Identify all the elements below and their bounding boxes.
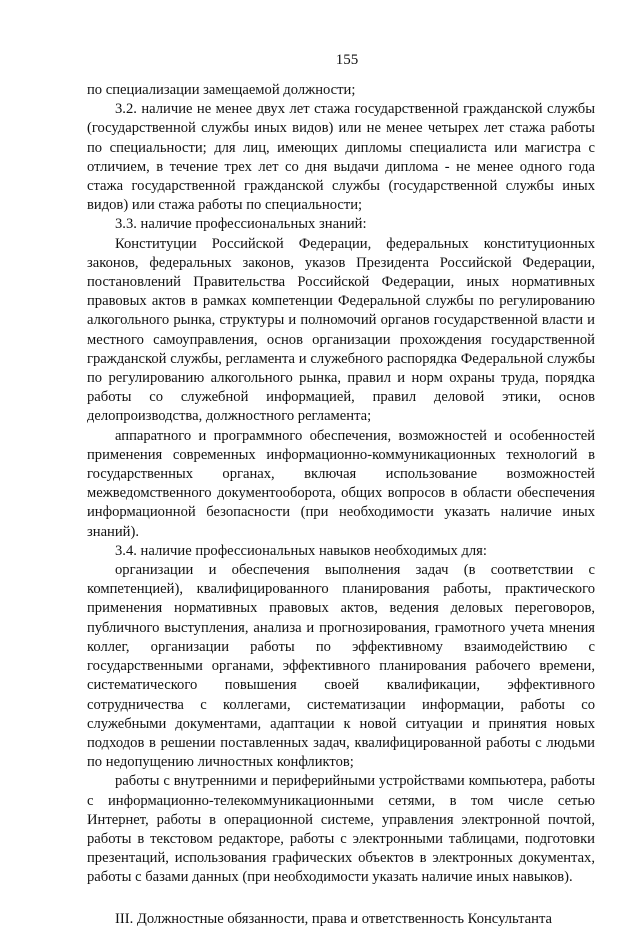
paragraph-specialization-end: по специализации замещаемой должности;	[87, 82, 356, 98]
paragraph-3-4-heading: 3.4. наличие профессиональных навыков необходимых для:	[115, 542, 487, 559]
paragraph-computer-skills: работы с внутренними и периферийными устройствами компьютера, работы с информационно-телекоммуникационными сетями, в том числе сетью Интернет, работы в операционной системе, управления электронной почтой, работы в текстовом редакторе, работы с электронными таблицами, подготовки презентаций, использования графических объектов в электронных документах, работы с базами данных (при необходимости указать наличие иных навыков).	[87, 773, 595, 886]
paragraph-it-knowledge: аппаратного и программного обеспечения, возможностей и особенностей применения современных информационно-коммуникационных технологий в государственных органах, включая использование возможностей межведомственного документооборота, общих вопросов в области обеспечения информационной безопасности (при необходимости указать наличие иных знаний).	[87, 427, 595, 540]
page-number: 155	[335, 52, 359, 68]
document-page	[87, 52, 595, 929]
paragraph-3-2-experience: 3.2. наличие не менее двух лет стажа государственной гражданской службы (государственной службы иных видов) или не менее четырех лет стажа работы по специальности; для лиц, имеющих дипломы специалиста или магистра с отличием, в течение трех лет со дня выдачи диплома - не менее одного года стажа государственной гражданской службы (государственной службы иных видов) или стажа работы по специальности;	[87, 101, 595, 214]
paragraph-3-3-heading: 3.3. наличие профессиональных знаний:	[115, 216, 367, 233]
section-heading-iii: III. Должностные обязанности, права и ответственность Консультанта	[115, 910, 552, 927]
paragraph-legal-knowledge: Конституции Российской Федерации, федеральных конституционных законов, федеральных законов, указов Президента Российской Федерации, постановлений Правительства Российской Федерации, иных нормативных правовых актов в рамках компетенции Федеральной службы по регулированию алкогольного рынка, структуры и полномочий органов государственной власти и местного самоуправления, основ организации прохождения государственной гражданской службы, регламента и служебного распорядка Федеральной службы по регулированию алкогольного рынка, правил и норм охраны труда, порядка работы со служебной информацией, правил деловой этики, основ делопроизводства, должностного регламента;	[87, 235, 595, 425]
paragraph-professional-skills: организации и обеспечения выполнения задач (в соответствии с компетенцией), квалифицированного планирования работы, практического применения нормативных правовых актов, ведения деловых переговоров, публичного выступления, анализа и прогнозирования, грамотного учета мнения коллег, организации работы по эффективному взаимодействию с государственными органами, эффективного планирования рабочего времени, систематического повышения своей квалификации, эффективного сотрудничества с коллегами, систематизации информации, работы со служебными документами, адаптации к новой ситуации и принятия новых подходов в решении поставленных задач, квалифицированной работы с людьми по недопущению личностных конфликтов;	[87, 562, 595, 771]
